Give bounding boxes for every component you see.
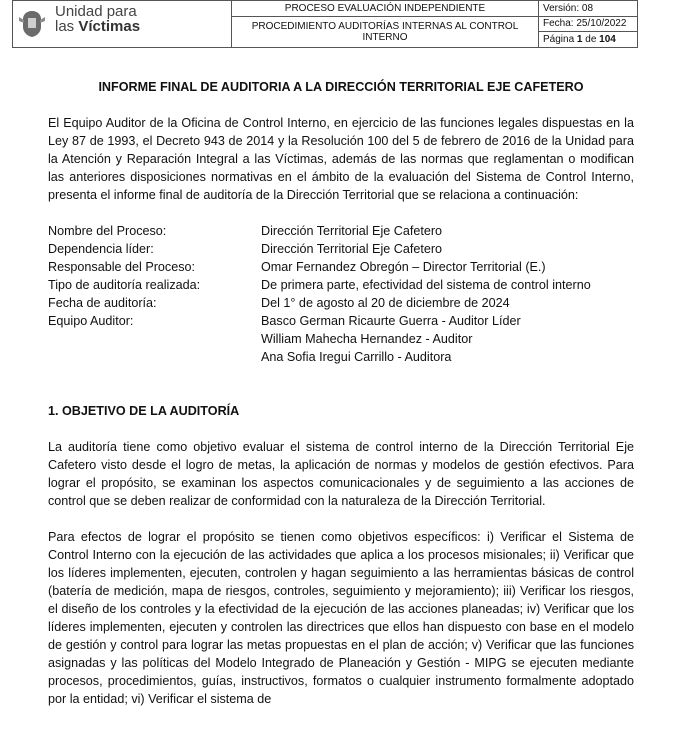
info-value: De primera parte, efectividad del sistema de control interno — [261, 278, 591, 292]
document-body — [48, 78, 634, 708]
logo-line-1: Unidad para — [55, 3, 137, 20]
process-name: PROCESO EVALUACIÓN INDEPENDIENTE — [232, 1, 539, 17]
page-current: 1 — [576, 34, 583, 46]
logo-line-2 — [55, 19, 140, 34]
document-version: Versión: 08 — [539, 1, 638, 17]
info-label: Tipo de auditoría realizada: — [48, 278, 201, 292]
document-header — [12, 0, 638, 48]
info-value: Basco German Ricaurte Guerra - Auditor Líder — [261, 314, 521, 328]
objective-paragraph: La auditoría tiene como objetivo evaluar el sistema de control interno de la Dirección Territorial Eje Cafetero visto desde el logro de metas, la aplicación de normas y modelos de gestión efectivos. Para lograr el propósito, se examinan los aspectos comunicacionales y de seguimiento a las acciones de control que se deben realizar de conformidad con la naturaleza de la Dirección Territorial. — [48, 440, 634, 508]
info-label — [48, 348, 261, 366]
report-title: INFORME FINAL DE AUDITORIA A LA DIRECCIÓN TERRITORIAL EJE CAFETERO — [98, 80, 584, 94]
info-label: Fecha de auditoría: — [48, 296, 157, 310]
institution-logo — [17, 4, 227, 44]
info-value: Ana Sofia Iregui Carrillo - Auditora — [261, 350, 452, 364]
page-prefix: Página — [543, 34, 577, 46]
info-label: Nombre del Proceso: — [48, 224, 167, 238]
info-value: William Mahecha Hernandez - Auditor — [261, 332, 473, 346]
info-label: Dependencia líder: — [48, 242, 154, 256]
intro-paragraph: El Equipo Auditor de la Oficina de Control Interno, en ejercicio de las funciones legales dispuestas en la Ley 87 de 1993, el Decreto 943 de 2014 y la Resolución 100 del 5 de febrero de 2016 de la Unidad para la Atención y Reparación Integral a las Víctimas, además de las normas que reglamentan o modifican las anteriores disposiciones normativas en el ámbito de la evaluación del Sistema de Control Interno, presenta el informe final de auditoría de la Dirección Territorial que se relaciona a continuación: — [48, 116, 634, 202]
logo-line-2a: las — [55, 18, 79, 35]
info-value: Del 1° de agosto al 20 de diciembre de 2024 — [261, 296, 510, 310]
page-number — [539, 32, 638, 48]
logo-cell — [13, 1, 232, 48]
info-label: Responsable del Proceso: — [48, 260, 196, 274]
info-label — [48, 330, 261, 348]
header-table — [12, 0, 638, 48]
page-total: 104 — [599, 34, 616, 46]
procedure-name: PROCEDIMIENTO AUDITORÍAS INTERNAS AL CONTROL INTERNO — [232, 16, 539, 47]
info-value: Omar Fernandez Obregón – Director Territorial (E.) — [261, 260, 546, 274]
logo-line-2b: Víctimas — [78, 18, 141, 35]
specific-objectives-paragraph: Para efectos de lograr el propósito se tienen como objetivos específicos: i) Verificar el Sistema de Control Interno con la ejecución de las actividades que aplica a los procesos misionales; ii) Verificar que los líderes implementen, ejecuten, controlen y hagan seguimiento a las herramientas básicas de control (batería de medición, mapa de riesgos, controles, seguimiento y mejoramiento); iii) Verificar los riesgos, el diseño de los controles y la efectividad de la ejecución de las acciones planeadas; iv) Verificar que los líderes implementen, ejecuten y controlen las directrices que ellos han dispuesto con base en el modelo de gestión y control para lograr las metas propuestas en el plan de acción; v) Verificar que las funciones asignadas y las políticas del Modelo Integrado de Planeación y Gestión - MIPG se ejecuten mediante procesos, procedimientos, guías, instructivos, formatos o cualquier instrumento formalmente adoptado por la entidad; vi) Verificar el sistema de — [48, 530, 634, 706]
logo-text — [55, 4, 140, 34]
info-value: Dirección Territorial Eje Cafetero — [261, 242, 443, 256]
audit-info-list — [48, 222, 634, 366]
document-date: Fecha: 25/10/2022 — [539, 16, 638, 32]
coat-of-arms-icon — [17, 9, 47, 39]
page-middle: de — [582, 34, 600, 46]
section-1-heading: 1. OBJETIVO DE LA AUDITORÍA — [48, 404, 240, 418]
info-value: Dirección Territorial Eje Cafetero — [261, 224, 443, 238]
info-label: Equipo Auditor: — [48, 314, 134, 328]
